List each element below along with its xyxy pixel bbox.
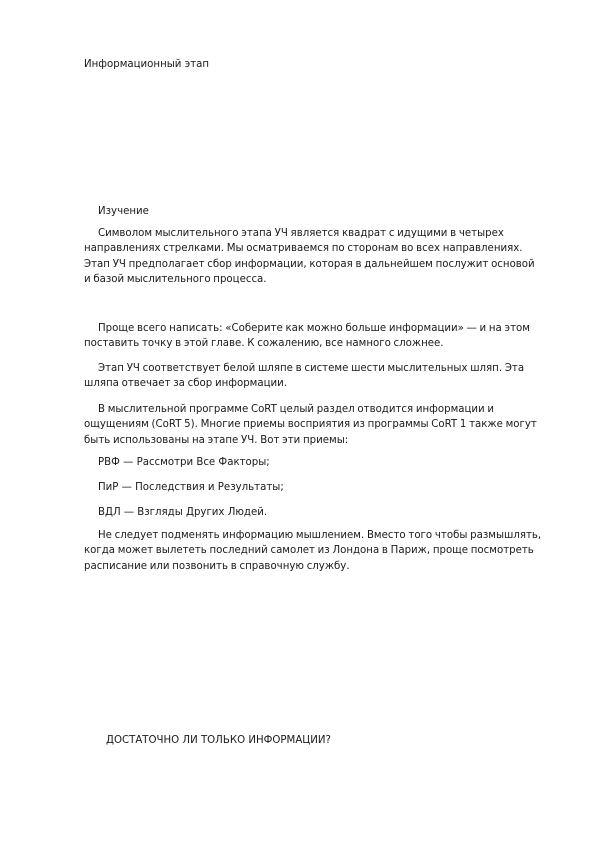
paragraph-white-hat: Этап УЧ соответствует белой шляпе в системе шести мыслительных шляп. Эта шляпа отвечает за сбор информации.: [84, 363, 525, 390]
paragraph-collect-info: Проще всего написать: «Соберите как можно больше информации» — и на этом поставить точку в этой главе. К сожалению, все намного сложнее.: [84, 323, 530, 350]
next-section-heading: ДОСТАТОЧНО ЛИ ТОЛЬКО ИНФОРМАЦИИ?: [106, 735, 331, 746]
page-header-title: Информационный этап: [84, 59, 210, 70]
list-item: ПиР — Последствия и Результаты;: [98, 482, 284, 493]
paragraph-cort: В мыслительной программе CoRT целый раздел отводится информации и ощущениям (CoRT 5). Многие приемы восприятия из программы CoRT 1 также могут быть использованы на этапе УЧ. Вот эти приемы:: [84, 404, 537, 446]
paragraph-symbol: Символом мыслительного этапа УЧ является квадрат с идущими в четырех направлениях стрелками. Мы осматриваемся по сторонам во всех направлениях. Этап УЧ предполагает сбор информации, которая в дальнейшем послужит основой и базой мыслительного процесса.: [84, 228, 535, 286]
section-heading: Изучение: [98, 206, 149, 217]
list-item: ВДЛ — Взгляды Других Людей.: [98, 507, 268, 518]
paragraph-closing: Не следует подменять информацию мышлением. Вместо того чтобы размышлять, когда может вылететь последний самолет из Лондона в Париж, проще посмотреть расписание или позвонить в справочную службу.: [84, 530, 542, 572]
list-item: РВФ — Рассмотри Все Факторы;: [98, 457, 270, 468]
